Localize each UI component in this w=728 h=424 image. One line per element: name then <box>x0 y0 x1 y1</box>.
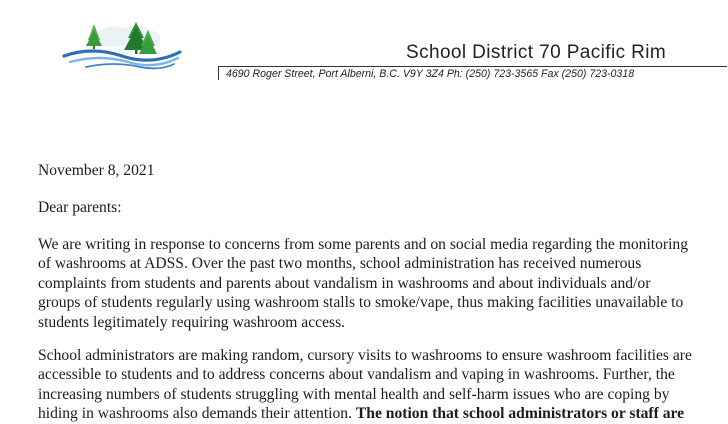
district-name: School District 70 Pacific Rim <box>406 42 667 63</box>
paragraph-line: of washrooms at ADSS. Over the past two months, school administration has received numerous <box>38 255 642 273</box>
paragraph-line: School administrators are making random, cursory visits to washrooms to ensure washroom facilities are <box>38 347 692 364</box>
paragraph-text: hiding in washrooms also demands their attention. <box>38 405 356 423</box>
letter-salutation: Dear parents: <box>38 199 122 216</box>
paragraph-line: students legitimately requiring washroom access. <box>38 313 346 331</box>
paragraph-line: groups of students regularly using washroom stalls to smoke/vape, thus making facilities unavailable to <box>38 294 684 312</box>
trees-and-water-logo-icon <box>62 16 182 70</box>
paragraph-line-last <box>38 404 728 423</box>
letter-date: November 8, 2021 <box>38 162 155 179</box>
paragraph-line: complaints from students and parents about vandalism in washrooms and about individuals and/or <box>38 274 651 292</box>
paragraph-line: increasing numbers of students struggling with mental health and self-harm issues who are coping by <box>38 385 670 403</box>
letterhead-rule <box>218 66 727 67</box>
letter-paragraph-1 <box>38 235 728 332</box>
paragraph-bold-text: The notion that school administrators or staff are <box>355 405 685 423</box>
paragraph-line: We are writing in response to concerns from some parents and on social media regarding the monitoring <box>38 236 689 253</box>
letter-paragraph-2 <box>38 346 728 424</box>
letterhead-rule-cap <box>218 66 219 80</box>
district-address: 4690 Roger Street, Port Alberni, B.C. V9Y 3Z4 Ph: (250) 723-3565 Fax (250) 723-0318 <box>226 68 635 80</box>
paragraph-line: accessible to students and to address concerns about vandalism and vaping in washrooms. Further, the <box>38 366 675 384</box>
